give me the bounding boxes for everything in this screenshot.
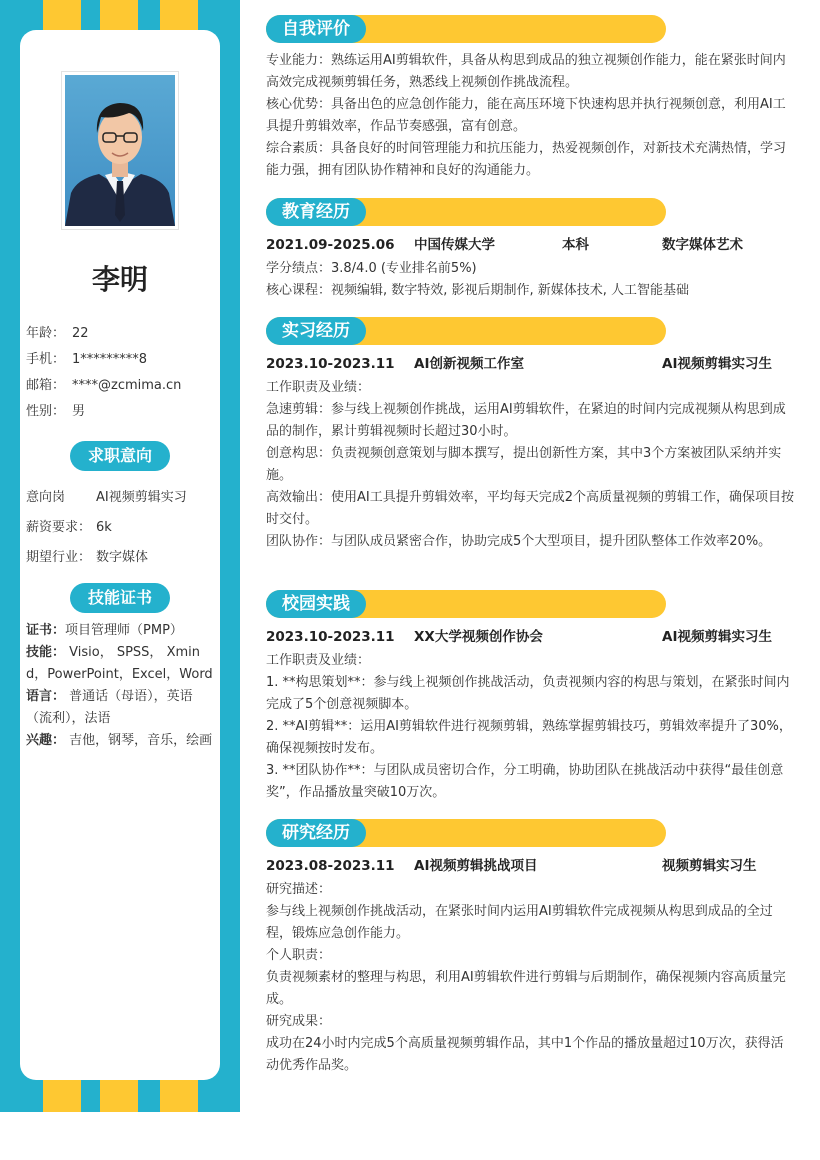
intention-salary: 薪资要求： 6k <box>26 520 112 535</box>
decor-stripe <box>43 0 81 34</box>
info-phone: 手机： 1*********8 <box>26 352 148 367</box>
section-title: 实习经历 <box>266 317 366 345</box>
campus-entry-header: 2023.10-2023.11 XX大学视频创作协会 AI视频剪辑实习生 <box>266 629 772 645</box>
campus-details: 工作职责及业绩： 1. **构思策划**：参与线上视频创作挑战活动，负责视频内容的构思与策划，在紧张时间内完成了5个创意视频脚本。 2. **AI剪辑**：运用AI剪辑软件进行视频剪辑，熟练掌握剪辑技巧，剪辑效率提升了30%，确保视频按时发布。 3. **团队协作**：与团队成员密切合作，分工明确，协助团队在挑战活动中获得“最佳创意奖”，作品播放量突破10万次。 <box>266 653 792 800</box>
section-title: 自我评价 <box>266 15 366 43</box>
section-header-education <box>266 198 666 226</box>
education-details: 学分绩点：3.8/4.0 (专业排名前5%) 核心课程：视频编辑, 数字特效, 影视后期制作, 新媒体技术, 人工智能基础 <box>266 261 690 298</box>
section-title-skills: 技能证书 <box>70 583 170 613</box>
info-email: 邮箱： ****@zcmima.cn <box>26 378 182 393</box>
section-header-internship <box>266 317 666 345</box>
intention-industry: 期望行业： 数字媒体 <box>26 550 149 565</box>
intention-position: 意向岗 AI视频剪辑实习 <box>26 490 187 505</box>
section-title: 校园实践 <box>266 590 366 618</box>
internship-details: 工作职责及业绩： 急速剪辑：参与线上视频创作挑战，运用AI剪辑软件，在紧迫的时间内完成视频从构思到成品的制作，累计剪辑视频时长超过30小时。 创意构思：负责视频创意策划与脚本撰写，提出创新性方案，其中3个方案被团队采纳并实施。 高效输出：使用AI工具提升剪辑效率，平均每天完成2个高质量视频的剪辑工作，确保项目按时交付。 团队协作：与团队成员紧密合作，协助完成5个大型项目，提升团队整体工作效率20%。 <box>266 380 794 549</box>
section-title: 研究经历 <box>266 819 366 847</box>
skills-list: 证书：项目管理师（PMP） 技能： Visio， SPSS， Xmind，PowerPoint，Excel，Word 语言： 普通话（母语），英语（流利），法语 兴趣： 吉他，钢琴，音乐，绘画 <box>26 623 213 748</box>
section-header-campus <box>266 590 666 618</box>
research-details: 研究描述： 参与线上视频创作挑战活动，在紧张时间内运用AI剪辑软件完成视频从构思到成品的全过程，锻炼应急创作能力。 个人职责： 负责视频素材的整理与构思，利用AI剪辑软件进行剪辑与后期制作，确保视频内容高质量完成。 研究成果： 成功在24小时内完成5个高质量视频剪辑作品，其中1个作品的播放量超过10万次，获得活动优秀作品奖。 <box>266 882 786 1073</box>
decor-stripe <box>43 1078 81 1112</box>
internship-entry-header: 2023.10-2023.11 AI创新视频工作室 AI视频剪辑实习生 <box>266 356 772 372</box>
section-header-self-eval <box>266 15 666 43</box>
research-entry-header: 2023.08-2023.11 AI视频剪辑挑战项目 视频剪辑实习生 <box>266 858 757 874</box>
decor-stripe <box>100 0 138 34</box>
info-gender: 性别： 男 <box>26 404 86 419</box>
portrait-illustration <box>65 75 175 226</box>
education-entry-header: 2021.09-2025.06 中国传媒大学 本科 数字媒体艺术 <box>266 237 743 253</box>
section-header-research <box>266 819 666 847</box>
decor-stripe <box>160 1078 198 1112</box>
profile-photo <box>62 72 178 229</box>
decor-stripe <box>160 0 198 34</box>
section-title-intention: 求职意向 <box>70 441 170 471</box>
section-title: 教育经历 <box>266 198 366 226</box>
info-age: 年龄： 22 <box>26 326 89 341</box>
decor-stripe <box>100 1078 138 1112</box>
self-eval-text: 专业能力：熟练运用AI剪辑软件，具备从构思到成品的独立视频创作能力，能在紧张时间内高效完成视频剪辑任务，熟悉线上视频创作挑战流程。 核心优势：具备出色的应急创作能力，能在高压环境下快速构思并执行视频创意，利用AI工具提升剪辑效率，作品节奏感强，富有创意。 综合素质：具备良好的时间管理能力和抗压能力，热爱视频创作，对新技术充满热情，学习能力强，拥有团队协作精神和良好的沟通能力。 <box>266 53 787 178</box>
candidate-name: 李明 <box>91 263 148 296</box>
